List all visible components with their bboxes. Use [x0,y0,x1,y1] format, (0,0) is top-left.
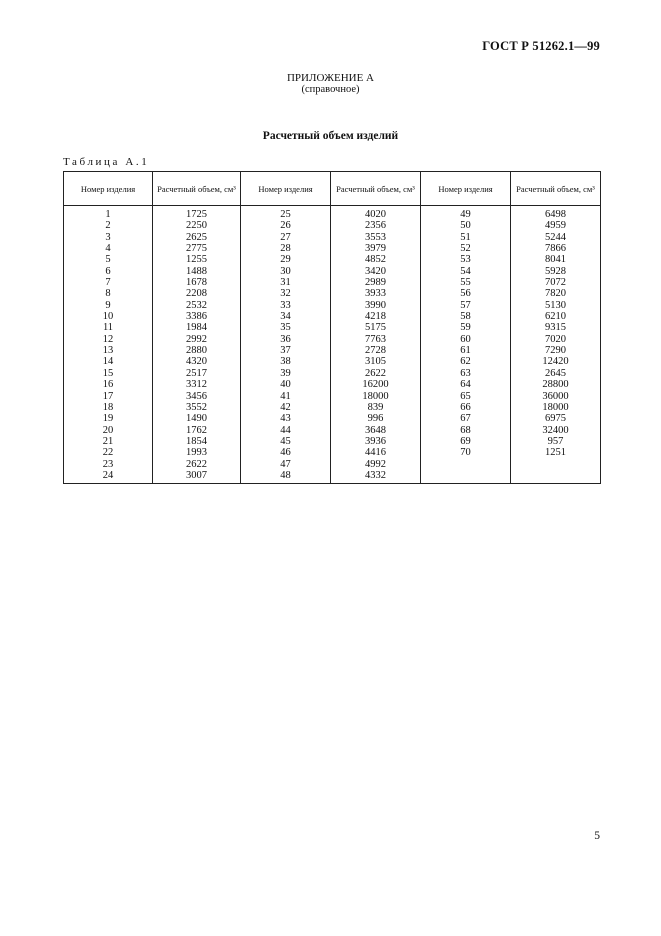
table-cell: 7866 [545,243,566,255]
table-cell: 61 [460,345,471,357]
table-cell: 2645 [545,367,566,379]
table-cell: 22 [102,447,114,459]
table-cell: 47 [280,458,291,470]
table-cell: 59 [460,322,471,334]
table-cell: 51 [460,231,471,243]
table-cell: 27 [280,231,291,243]
table-cell: 65 [460,390,471,402]
table-cell: 2622 [186,458,207,470]
table-cell: 3386 [186,311,207,323]
table-cell: 67 [460,413,471,425]
header-volume-2: Расчетный объем, см³ [331,172,421,206]
table-cell: 2622 [365,367,386,379]
table-cell: 32 [280,288,291,300]
table-header-row [64,172,601,206]
table-cell: 3553 [365,231,386,243]
table-cell: 3990 [365,299,386,311]
column-item-number-1 [64,206,153,484]
table-cell: 3936 [365,435,386,447]
table-cell: 1993 [186,447,207,459]
appendix-heading [0,72,661,96]
table-cell: 3933 [365,288,386,300]
table-cell: 2625 [186,231,207,243]
table-cell: 46 [280,447,291,459]
table-cell: 2532 [186,299,207,311]
table-cell: 2208 [186,288,207,300]
table-cell: 9315 [545,322,566,334]
table-cell: 36000 [542,390,569,402]
table-cell: 62 [460,356,471,368]
table-cell: 40 [280,379,291,391]
table-cell: 4218 [365,311,386,323]
table-cell: 42 [280,401,291,413]
table-cell: 11 [102,322,114,334]
table-cell: 1678 [186,277,207,289]
table-cell: 8041 [545,254,566,266]
standard-code: ГОСТ Р 51262.1—99 [482,39,600,53]
header-item-number-3: Номер изделия [421,172,511,206]
table-cell: 44 [280,424,291,436]
table-cell: 2880 [186,345,207,357]
table-cell: 1255 [186,254,207,266]
table-cell: 1854 [186,435,207,447]
table-cell: 26 [280,220,291,232]
table-cell: 6975 [545,413,566,425]
data-table [63,171,601,484]
table-cell: 2728 [365,345,386,357]
table-cell: 7820 [545,288,566,300]
table-cell: 36 [280,333,291,345]
table-cell: 3420 [365,265,386,277]
table-cell: 20 [102,424,114,436]
table-cell: 7763 [365,333,386,345]
appendix-title: ПРИЛОЖЕНИЕ А [286,72,374,84]
table-cell: 37 [280,345,291,357]
table-cell: 2 [105,220,111,232]
page-number: 5 [594,830,600,842]
table-cell: 39 [280,367,291,379]
table-cell: 9 [105,299,111,311]
column-item-number-3 [421,206,511,484]
header-volume-1: Расчетный объем, см³ [153,172,241,206]
table-cell: 32400 [542,424,569,436]
table-cell: 18 [102,401,114,413]
table-cell: 13 [102,345,114,357]
table-cell: 53 [460,254,471,266]
table-cell: 31 [280,277,291,289]
column-volume-1 [153,206,241,484]
appendix-subtitle: (справочное) [301,84,360,95]
table-cell: 4959 [545,220,566,232]
table-cell: 4320 [186,356,207,368]
table-cell: 1490 [186,413,207,425]
table-cell: 1488 [186,265,207,277]
table-cell: 1984 [186,322,207,334]
table-cell: 2356 [365,220,386,232]
header-item-number-1: Номер изделия [64,172,153,206]
table-cell: 3456 [186,390,207,402]
table-cell: 18000 [542,401,569,413]
table-cell: 56 [460,288,471,300]
table-cell: 16 [102,379,114,391]
table-cell: 10 [102,311,114,323]
table-cell: 2992 [186,333,207,345]
header-volume-3: Расчетный объем, см³ [511,172,601,206]
table-cell: 69 [460,435,471,447]
table-cell: 7 [105,277,111,289]
table-cell: 68 [460,424,471,436]
table-cell: 4992 [365,458,386,470]
table-cell: 33 [280,299,291,311]
table-cell: 54 [460,265,471,277]
table-cell: 35 [280,322,291,334]
table-cell: 4852 [365,254,386,266]
table-cell: 64 [460,379,471,391]
table-cell: 5928 [545,265,566,277]
header-item-number-2: Номер изделия [241,172,331,206]
table-cell: 5175 [365,322,386,334]
table-cell: 3007 [186,469,207,481]
table-cell: 55 [460,277,471,289]
table-body-row [64,206,601,484]
table-cell: 1 [105,209,111,220]
table-cell: 2989 [365,277,386,289]
table-cell: 3312 [186,379,207,391]
table-cell: 5130 [545,299,566,311]
table-cell: 3105 [365,356,386,368]
table-label: Таблица А.1 [63,156,150,168]
table-cell: 8 [105,288,111,300]
table-cell: 3648 [365,424,386,436]
table-cell: 57 [460,299,471,311]
table-cell: 66 [460,401,471,413]
table-cell: 52 [460,243,471,255]
table-cell: 24 [102,469,114,481]
section-title: Расчетный объем изделий [262,130,399,142]
table-cell: 5 [105,254,111,266]
table-cell: 17 [102,390,114,402]
column-item-number-2 [241,206,331,484]
column-volume-2 [331,206,421,484]
table-cell: 1251 [545,447,566,459]
table-cell: 1725 [186,209,207,220]
table-cell: 2250 [186,220,207,232]
table-cell: 38 [280,356,291,368]
table-cell: 41 [280,390,291,402]
table-cell: 12420 [542,356,569,368]
table-cell: 29 [280,254,291,266]
table-cell: 63 [460,367,471,379]
table-cell: 2517 [186,367,207,379]
table-cell: 4416 [365,447,386,459]
table-cell: 7020 [545,333,566,345]
table-cell: 1762 [186,424,207,436]
table-cell: 49 [460,209,471,220]
table-cell: 3979 [365,243,386,255]
column-volume-3 [511,206,601,484]
table-cell: 4332 [365,469,386,481]
table-cell: 3 [105,231,111,243]
table-cell: 43 [280,413,291,425]
table-cell: 6498 [545,209,566,220]
table-cell: 6 [105,265,111,277]
table-cell: 48 [280,469,291,481]
table-cell: 58 [460,311,471,323]
table-cell: 957 [547,435,564,447]
table-cell: 2775 [186,243,207,255]
table-cell: 19 [102,413,114,425]
table-cell: 21 [102,435,114,447]
table-cell: 16200 [362,379,389,391]
table-cell: 4020 [365,209,386,220]
table-cell: 15 [102,367,114,379]
table-cell: 7072 [545,277,566,289]
table-cell: 70 [460,447,471,459]
table-cell: 996 [367,413,384,425]
table-cell: 5244 [545,231,566,243]
table-cell: 50 [460,220,471,232]
table-cell: 34 [280,311,291,323]
table-cell: 23 [102,458,114,470]
table-cell: 4 [105,243,111,255]
table-cell: 30 [280,265,291,277]
table-cell: 18000 [362,390,389,402]
table-cell: 3552 [186,401,207,413]
table-cell: 14 [102,356,114,368]
table-cell: 28 [280,243,291,255]
table-cell: 7290 [545,345,566,357]
table-cell: 60 [460,333,471,345]
table-cell: 6210 [545,311,566,323]
table-cell: 12 [102,333,114,345]
table-cell: 839 [367,401,384,413]
table-cell: 45 [280,435,291,447]
table-cell: 28800 [542,379,569,391]
table-cell: 25 [280,209,291,220]
